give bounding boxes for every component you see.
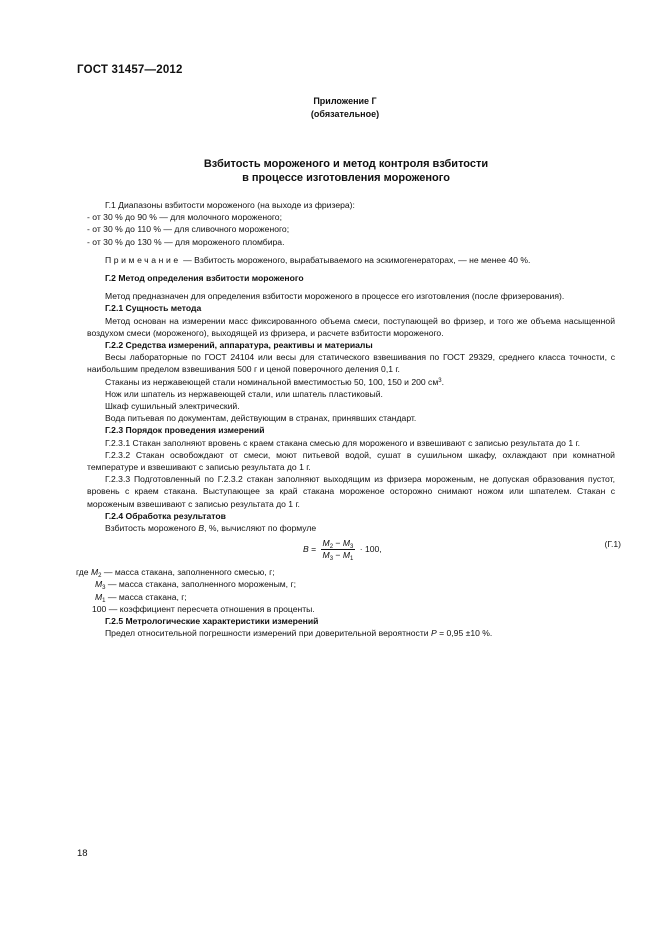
where-item-m2: где $M_2$ — масса стакана, заполненного смесью, г; [76,567,275,580]
procedure-step-3: Г.2.3.3 Подготовленный по Г.2.3.2 стакан заполняют выходящим из фризера мороженым, не допуская образования пустот, вровень с краем стакана. Выступающее за край стакана мороженое осторожно снимают ножом или шпателем. Стакан с мороженым взвешивают с записью результата до 1 г. [87,474,615,509]
where-item-m1: $M_1$ — масса стакана, г; [95,591,187,604]
annex-status: (обязательное) [310,109,380,119]
where-item-100: 100 — коэффициент пересчета отношения в проценты. [92,603,315,614]
where-block [76,566,615,615]
note-label: Примечание [105,254,181,265]
section-g21-heading: Г.2.1 Сущность метода [105,303,202,314]
section-g21-text: Метод основан на измерении масс фиксированного объема смеси, поступающей во фризер, и того же объема насыщенной воздухом смеси (мороженого), выходящей из фризера, и расчете взбитости мороженого. [87,315,615,338]
equipment-scales: Весы лабораторные по ГОСТ 24104 или весы для статического взвешивания по ГОСТ 29329, среднего класса точности, с наибольшим пределом взвешивания 500 г и ценой поверочного деления 0,1 г. [87,352,615,375]
formula-block [87,534,621,566]
note-text: — Взбитость мороженого, вырабатываемого на эскимогенераторах, — не менее 40 %. [180,254,531,265]
range-intro: Г.1 Диапазоны взбитости мороженого (на выходе из фризера): [105,200,355,210]
section-g24-heading: Г.2.4 Обработка результатов [105,510,226,521]
range-item-1: - от 30 % до 90 % — для молочного мороженого; [87,212,282,223]
procedure-step-2: Г.2.3.2 Стакан освобождают от смеси, моют питьевой водой, сушат в сушильном шкафу, охлаждают при комнатной температуре и взвешивают с записью результата до 1 г. [87,449,615,473]
procedure-step-1: Г.2.3.1 Стакан заполняют вровень с краем стакана смесью для мороженого и взвешивают с записью результата до 1 г. [105,437,580,448]
section-g23-heading: Г.2.3 Порядок проведения измерений [105,425,265,436]
section-g2-heading: Г.2 Метод определения взбитости мороженого [105,273,304,284]
section-g25-heading: Г.2.5 Метрологические характеристики измерений [105,616,319,627]
annex-label: Приложение Г [313,96,377,106]
document-body [76,199,621,640]
equipment-knife: Нож или шпатель из нержавеющей стали, или шпатель пластиковый. [105,388,383,399]
formula-intro: Взбитость мороженого B, %, вычисляют по формуле [105,523,317,534]
formula-number: (Г.1) [604,539,621,550]
formula-numerator: $M_2 - M_3$ [322,538,354,551]
range-item-3: - от 30 % до 130 % — для мороженого пломбира. [87,236,285,247]
where-item-m3: $M_3$ — масса стакана, заполненного мороженым, г; [95,579,296,592]
annex-title-line-2: в процессе изготовления мороженого [242,172,450,184]
range-item-2: - от 30 % до 110 % — для сливочного мороженого; [87,224,290,235]
note [87,254,615,266]
section-g22-heading: Г.2.2 Средства измерений, аппаратура, реактивы и материалы [105,340,373,351]
formula-fraction [321,538,356,561]
page-number: 18 [77,848,88,859]
equipment-oven: Шкаф сушильный электрический. [105,401,240,412]
formula-denominator: $M_3 - M_1$ [322,550,354,563]
annex-title [160,157,532,185]
document-code: ГОСТ 31457—2012 [77,64,183,76]
equipment-water: Вода питьевая по документам, действующим в странах, принявших стандарт. [105,413,417,424]
formula-g1: B = $\frac{M_2 - M_3}{M_3 - M_1}$ · 100, [303,538,382,563]
annex-title-line-1: Взбитость мороженого и метод контроля взбитости [203,158,489,170]
section-g2-intro: Метод предназначен для определения взбитости мороженого в процессе его изготовления (после фризерования). [105,291,565,302]
equipment-cups: Стаканы из нержавеющей стали номинальной вместимостью 50, 100, 150 и 200 $см^3$. [105,376,444,387]
section-g25-text: Предел относительной погрешности измерений при доверительной вероятности P = 0,95 ±10 %. [105,628,493,639]
